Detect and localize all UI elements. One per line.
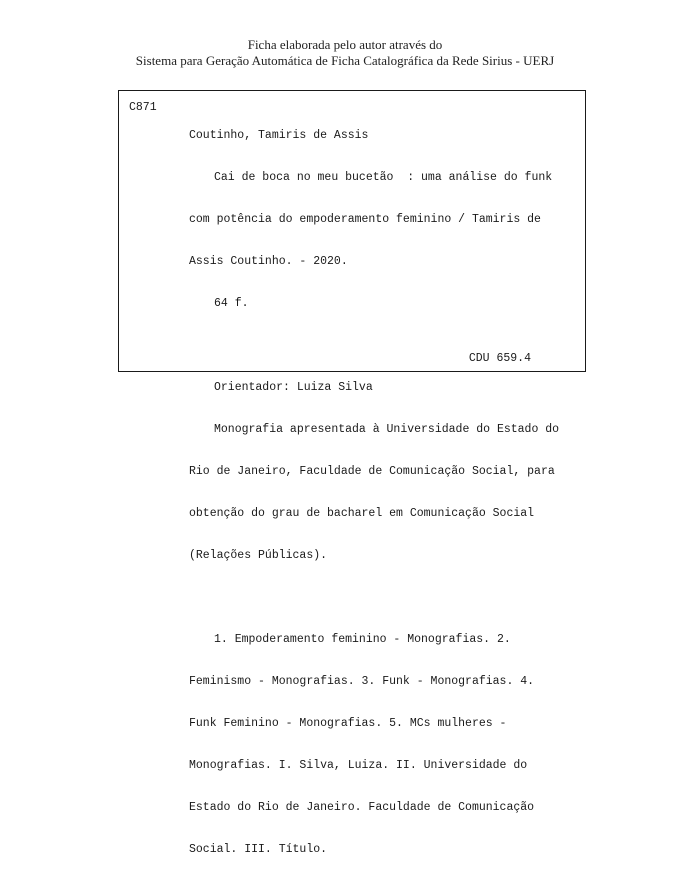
call-number: C871 (129, 101, 157, 114)
title-line: Assis Coutinho. - 2020. (189, 255, 348, 268)
note-line: Rio de Janeiro, Faculdade de Comunicação Social, para (189, 465, 555, 478)
advisor: Orientador: Luiza Silva (214, 381, 373, 394)
subject-line: Estado do Rio de Janeiro. Faculdade de Comunicação (189, 801, 535, 814)
catalog-card (118, 90, 586, 856)
header-line-1: Ficha elaborada pelo autor através do (247, 37, 443, 52)
subject-line: Feminismo - Monografias. 3. Funk - Monografias. 4. (189, 675, 535, 688)
header-line-2: Sistema para Geração Automática de Ficha Catalográfica da Rede Sirius - UERJ (135, 53, 555, 68)
note-line: obtenção do grau de bacharel em Comunicação Social (189, 507, 535, 520)
note-line: (Relações Públicas). (189, 549, 328, 562)
catalog-entry (189, 101, 559, 885)
subject-line: Funk Feminino - Monografias. 5. MCs mulheres - (189, 717, 507, 730)
subject-line: 1. Empoderamento feminino - Monografias. 2. (214, 633, 511, 646)
author: Coutinho, Tamiris de Assis (189, 129, 369, 142)
subject-line: Social. III. Título. (189, 843, 328, 856)
title-line: com potência do empoderamento feminino / Tamiris de (189, 213, 541, 226)
cdu-classification: CDU 659.4 (468, 352, 531, 365)
pages: 64 f. (214, 297, 249, 310)
title-line: Cai de boca no meu bucetão : uma análise do funk (214, 171, 553, 184)
subject-line: Monografias. I. Silva, Luiza. II. Universidade do (189, 759, 528, 772)
note-line: Monografia apresentada à Universidade do Estado do (214, 423, 560, 436)
